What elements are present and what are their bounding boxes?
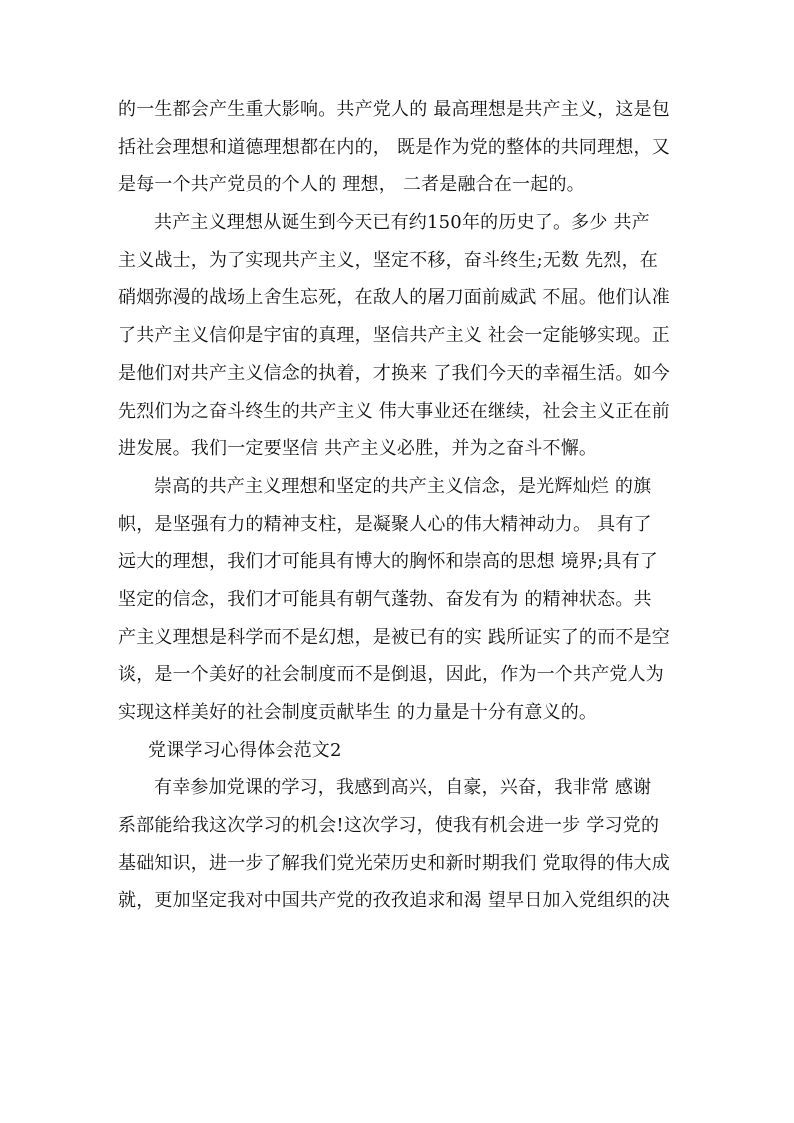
paragraph-1-line-1: 的一生都会产生重大影响。共产党人的 最高理想是共产主义，这是包: [118, 99, 670, 120]
paragraph-4-line-4: 就，更加坚定我对中国共产党的孜孜追求和渴 望早日加入党组织的决: [118, 890, 670, 912]
paragraph-2-line-1: 共产主义理想从诞生到今天已有约150年的历史了。多少 共产: [154, 212, 650, 234]
paragraph-3-line-2: 帜，是坚强有力的精神支柱，是凝聚人心的伟大精神动力。 具有了: [118, 513, 652, 535]
paragraph-4-line-3: 基础知识，进一步了解我们党光荣历史和新时期我们 党取得的伟大成: [118, 852, 670, 874]
paragraph-3-line-7: 实现这样美好的社会制度贡献毕生 的力量是十分有意义的。: [118, 702, 598, 723]
paragraph-1-line-2: 括社会理想和道德理想都在内的， 既是作为党的整体的共同理想，又: [118, 136, 670, 158]
paragraph-1-line-3: 是每一个共产党员的个人的 理想， 二者是融合在一起的。: [118, 174, 585, 196]
paragraph-2-line-5: 是他们对共产主义信念的执着，才换来 了我们今天的幸福生活。如今: [118, 362, 670, 384]
paragraph-3-line-1: 崇高的共产主义理想和坚定的共产主义信念，是光辉灿烂 的旗: [154, 475, 652, 497]
paragraph-4-line-1: 有幸参加党课的学习，我感到高兴，自豪，兴奋，我非常 感谢: [154, 777, 652, 799]
paragraph-3-line-4: 坚定的信念，我们才可能具有朝气蓬勃、奋发有为 的精神状态。共: [118, 588, 652, 610]
document-body: [118, 91, 678, 920]
paragraph-2-line-4: 了共产主义信仰是宇宙的真理，坚信共产主义 社会一定能够实现。正: [118, 325, 670, 347]
paragraph-4-line-2: 系部能给我这次学习的机会!这次学习，使我有机会进一步 学习党的: [118, 815, 660, 837]
paragraph-2-line-3: 硝烟弥漫的战场上舍生忘死，在敌人的屠刀面前威武 不屈。他们认准: [118, 287, 670, 309]
paragraph-2-line-2: 主义战士，为了实现共产主义，坚定不移，奋斗终生;无数 先烈，在: [118, 249, 658, 271]
paragraph-3-line-6: 谈，是一个美好的社会制度而不是倒退，因此，作为一个共产党人为: [118, 664, 664, 686]
paragraph-2-line-7: 进发展。我们一定要坚信 共产主义必胜，并为之奋斗不懈。: [118, 438, 598, 460]
paragraph-3-line-3: 远大的理想，我们才可能具有博大的胸怀和崇高的思想 境界;具有了: [118, 551, 658, 573]
paragraph-2-line-6: 先烈们为之奋斗终生的共产主义 伟大事业还在继续，社会主义正在前: [118, 400, 670, 422]
section-heading: 党课学习心得体会范文2: [148, 739, 342, 761]
paragraph-3-line-5: 产主义理想是科学而不是幻想，是被已有的实 践所证实了的而不是空: [118, 626, 670, 648]
